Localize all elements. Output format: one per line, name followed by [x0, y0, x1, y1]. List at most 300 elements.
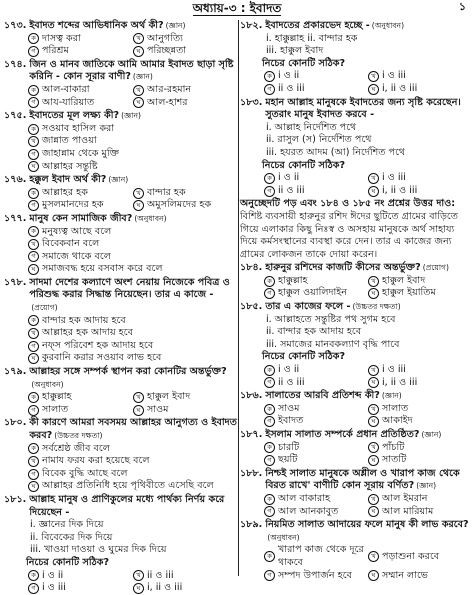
- option[interactable]: [264, 442, 368, 455]
- question: [4, 110, 238, 173]
- page-title: অধ্যায়-৩ : ইবাদত: [192, 1, 282, 15]
- option-marker: ক: [28, 188, 39, 199]
- option[interactable]: [28, 327, 238, 340]
- options: [264, 442, 472, 467]
- option[interactable]: [264, 454, 368, 467]
- question-head: [4, 110, 238, 123]
- question-stem: সাদমা দেশের কল্যাণে অংশ নেয়ায় নিজেকে পবিত্র ও পরিশুদ্ধ করার সিদ্ধান্ত নিয়েছেন। তার এ কাজে -: [29, 276, 230, 301]
- option-text: i ও iii: [382, 172, 406, 184]
- option[interactable]: [28, 199, 133, 212]
- options: [28, 123, 238, 173]
- statement: i. হাক্কুল্লাহ ii. বান্দার হক: [266, 32, 358, 44]
- option[interactable]: [28, 391, 133, 404]
- option-text: আয-যারিয়াত: [42, 96, 95, 108]
- option[interactable]: [368, 403, 472, 416]
- question: [240, 20, 472, 96]
- option-text: আল বাকারাহ: [278, 492, 331, 504]
- question-number: ১৮১.: [4, 493, 27, 505]
- option-text: পাঁচটি: [382, 441, 405, 453]
- options: [28, 315, 238, 365]
- option[interactable]: [133, 33, 238, 46]
- option[interactable]: [28, 468, 238, 481]
- option-text: আল মারিয়াম: [382, 505, 434, 517]
- statement: ii. বিবেকের দিক দিয়ে: [30, 531, 113, 543]
- options: [28, 570, 238, 595]
- question: [4, 417, 238, 493]
- question-level-tag: (জ্ঞান): [416, 481, 437, 491]
- option-text: সালাত: [382, 402, 409, 414]
- option-text: i, ii ও iii: [382, 82, 418, 94]
- option[interactable]: [264, 544, 368, 569]
- question-stem: মানুষ কেন সামাজিক জীব?: [29, 212, 133, 224]
- question-text: [29, 213, 238, 226]
- option-marker: খ: [368, 551, 379, 562]
- question-stem: ইবাদত শব্দের আভিধানিক অর্থ কী?: [29, 20, 164, 31]
- question-stem: ইবাদতের প্রকারভেদ হচ্ছে -: [265, 20, 370, 31]
- statement: ii. বান্দার হক আদায় হবে: [266, 326, 362, 338]
- option-text: i ও ii: [278, 364, 300, 376]
- option[interactable]: [133, 582, 238, 595]
- option-marker: গ: [28, 341, 39, 352]
- option-text: ii ও iii: [278, 376, 305, 388]
- option[interactable]: [368, 287, 472, 300]
- question-prompt: নিচের কোনটি সঠিক?: [262, 159, 346, 171]
- option-marker: ক: [264, 551, 275, 562]
- option-marker: ক: [28, 315, 39, 326]
- question-text: [265, 97, 472, 122]
- question-prompt: নিচের কোনটি সঠিক?: [262, 57, 346, 69]
- option[interactable]: [368, 275, 472, 288]
- option-text: মনুষ্যত্ব আছে বলে: [42, 225, 112, 237]
- question-number: ১৭৭.: [4, 212, 27, 224]
- options: [264, 172, 472, 197]
- option[interactable]: [264, 70, 368, 83]
- question: [240, 468, 472, 518]
- option[interactable]: [264, 415, 368, 428]
- option-text: পরিচ্ছন্নতা: [147, 45, 187, 57]
- question-level-tag: (জ্ঞান): [121, 111, 141, 121]
- option[interactable]: [28, 33, 133, 46]
- question: [240, 262, 472, 300]
- option[interactable]: [368, 364, 472, 377]
- question-number: ১৭৮.: [4, 276, 27, 288]
- option-marker: ঘ: [28, 481, 39, 492]
- question-text: [29, 277, 238, 315]
- question-level-tag: (জ্ঞান): [108, 175, 129, 185]
- question-text: [265, 301, 472, 314]
- options: [264, 403, 472, 428]
- options: [264, 275, 472, 300]
- question-number: ১৮৮.: [240, 467, 263, 479]
- option-text: আল্লাহর সন্তুষ্টি: [42, 160, 98, 172]
- option[interactable]: [28, 148, 238, 161]
- passage-intro: অনুচ্ছেদটি পড় এবং ১৮৪ ও ১৮৫ নং প্রশ্নের উত্তর দাও:: [240, 198, 456, 210]
- question-head: [4, 59, 238, 84]
- question-level-tag: (জ্ঞান): [165, 21, 186, 30]
- option-marker: ক: [264, 173, 275, 184]
- option-text: i, ii ও iii: [382, 376, 418, 388]
- option[interactable]: [368, 570, 472, 583]
- question-head: [240, 429, 472, 442]
- option-text: আর-রহমান: [147, 83, 192, 95]
- question-text: [29, 366, 238, 391]
- option-marker: গ: [264, 455, 275, 466]
- option[interactable]: [28, 135, 238, 148]
- option-marker: ক: [264, 494, 275, 505]
- question-number: ১৮৩.: [240, 96, 263, 108]
- question-stem: জিন ও মানব জাতিকে আমি আমার ইবাদত ছাড়া সৃষ্টি করিনি - কোন সূরার বাণী?: [29, 58, 234, 83]
- question-head: [4, 494, 238, 519]
- option-marker: গ: [264, 186, 275, 197]
- question-head: [4, 366, 238, 391]
- statement: iii. খাওয়া দাওয়া ও ঘুমের দিক দিয়ে: [30, 544, 167, 556]
- question-number: ১৮৭.: [240, 429, 263, 440]
- option[interactable]: [264, 172, 368, 185]
- option[interactable]: [28, 480, 238, 493]
- question-stem: নিয়মিত সালাত আদায়ের ফলে মানুষ কী লাভ করবে?: [265, 519, 469, 531]
- option-text: ii ও iii: [278, 184, 305, 196]
- question-level-tag: (জ্ঞান): [132, 72, 153, 82]
- option[interactable]: [264, 403, 368, 416]
- option-marker: ক: [264, 276, 275, 287]
- option-text: সমাজে থাকে বলে: [42, 250, 111, 262]
- option-marker: ঘ: [368, 288, 379, 299]
- question-head: [240, 468, 472, 493]
- option[interactable]: [28, 582, 133, 595]
- option-marker: খ: [133, 188, 144, 199]
- statement: iii. হযরত আদম (আ) নির্দেশিত পথে: [266, 146, 406, 158]
- option-marker: খ: [28, 328, 39, 339]
- options: [264, 364, 472, 389]
- option-text: সমাজবদ্ধ হয়ে বসবাস করে বলে: [42, 263, 163, 275]
- option-marker: গ: [28, 469, 39, 480]
- option-text: হাক্কুল ইবাদ: [382, 274, 426, 286]
- option-marker: গ: [264, 570, 275, 581]
- option[interactable]: [368, 506, 472, 519]
- option-text: বান্দার হক আদায় হবে: [42, 314, 126, 326]
- option-text: সাওম: [147, 403, 169, 415]
- option[interactable]: [133, 84, 238, 97]
- option[interactable]: [28, 352, 238, 365]
- option-marker: খ: [133, 392, 144, 403]
- option-marker: গ: [264, 84, 275, 95]
- option[interactable]: [264, 275, 368, 288]
- question: [4, 59, 238, 109]
- option-text: আল-হাশর: [147, 96, 188, 108]
- option-text: সাতটি: [382, 454, 407, 466]
- question-stem: কী কারণে আমরা সবসময় আল্লাহর আনুগত্য ও ইবাদত করব?: [29, 417, 237, 441]
- right-column: [240, 20, 472, 581]
- question-prompt: নিচের কোনটি সঠিক?: [262, 351, 346, 363]
- option[interactable]: [28, 187, 133, 200]
- options: [264, 544, 472, 582]
- option-text: অমুসলিমদের হক: [147, 199, 212, 211]
- option-marker: ঘ: [28, 353, 39, 364]
- option-marker: গ: [28, 149, 39, 160]
- question-text: [29, 20, 238, 33]
- option-marker: খ: [368, 173, 379, 184]
- question-text: [265, 429, 472, 442]
- option-marker: ঘ: [133, 97, 144, 108]
- option[interactable]: [368, 185, 472, 198]
- question-text: [265, 390, 472, 403]
- option-text: আনুগত্যি: [147, 32, 183, 44]
- question-number: ১৮৫.: [240, 301, 263, 313]
- option-text: আল-বাকারা: [42, 83, 90, 95]
- question-level-tag: (অনুধাবন): [134, 213, 167, 223]
- question-stem: আল্লাহ মানুষ ও প্রাণিকুলের মধ্যে পার্থক্য নির্ণয় করে দিয়েছেন -: [29, 493, 225, 518]
- option[interactable]: [368, 172, 472, 185]
- option-marker: ক: [28, 124, 39, 135]
- option-text: খারাপ কাজ থেকে দূরে থাকবে: [278, 544, 364, 568]
- option[interactable]: [28, 263, 238, 276]
- question-head: [4, 213, 238, 226]
- option-marker: খ: [368, 404, 379, 415]
- option-text: হাক্কুল ইয়াতিম: [382, 287, 436, 299]
- option-marker: খ: [133, 85, 144, 96]
- question-stem: হক্কুল ইবাদ অর্থ কী?: [29, 174, 107, 186]
- question-number: ১৭৬.: [4, 174, 27, 186]
- option[interactable]: [28, 340, 238, 353]
- option-marker: ঘ: [368, 570, 379, 581]
- option-text: i ও ii: [42, 569, 64, 581]
- question-level-tag: (উচ্চতর দক্ষতা): [54, 431, 103, 440]
- option[interactable]: [264, 185, 368, 198]
- question-level-tag: (অনুধাবন): [31, 379, 64, 389]
- option[interactable]: [28, 45, 133, 58]
- option[interactable]: [264, 377, 368, 390]
- options: [28, 391, 238, 416]
- option-marker: ঘ: [28, 264, 39, 275]
- option-marker: ক: [264, 404, 275, 415]
- question-text: [265, 468, 472, 493]
- option[interactable]: [368, 70, 472, 83]
- page-header: [0, 1, 474, 17]
- option-marker: খ: [368, 71, 379, 82]
- question-text: [29, 59, 238, 84]
- option-text: ছয়টি: [278, 454, 298, 466]
- option[interactable]: [28, 238, 238, 251]
- option[interactable]: [133, 404, 238, 417]
- question-level-tag: (উচ্চতর দক্ষতা): [352, 302, 401, 312]
- option[interactable]: [28, 97, 133, 110]
- option[interactable]: [368, 377, 472, 390]
- option-marker: ঘ: [368, 416, 379, 427]
- question-stem: সালাতের আরবি প্রতিশব্দ কী?: [265, 390, 380, 402]
- option-text: i ও ii: [278, 70, 300, 82]
- option-text: দাসত্ব করা: [42, 32, 81, 44]
- option-marker: ঘ: [368, 455, 379, 466]
- question: [4, 174, 238, 212]
- option[interactable]: [264, 364, 368, 377]
- option-text: চারটি: [278, 441, 300, 453]
- option[interactable]: [264, 493, 368, 506]
- option-text: আল্লাহর হক আদায় হবে: [42, 327, 133, 339]
- option-text: বান্দার হক: [147, 186, 186, 198]
- option[interactable]: [368, 442, 472, 455]
- option-marker: ঘ: [28, 161, 39, 172]
- option[interactable]: [28, 404, 133, 417]
- option-text: হাক্কুল্লাহ: [278, 274, 308, 286]
- question-head: [240, 519, 472, 544]
- option-text: i ও iii: [382, 364, 406, 376]
- option[interactable]: [368, 493, 472, 506]
- question-text: [265, 519, 472, 544]
- option[interactable]: [28, 161, 238, 174]
- option-text: আল্লাহর প্রতিনিধি হয়ে পৃথিবীতে এসেছি বলে: [42, 480, 214, 492]
- option-marker: গ: [28, 200, 39, 211]
- question-level-tag: (প্রয়োগ): [31, 303, 58, 313]
- option-text: বিবেকবান বলে: [42, 238, 100, 250]
- option[interactable]: [28, 570, 133, 583]
- option[interactable]: [28, 455, 238, 468]
- option[interactable]: [368, 454, 472, 467]
- option-text: বিবেক বুদ্ধি আছে বলে: [42, 467, 128, 479]
- option-text: হাক্কুল্লাহ: [42, 391, 72, 403]
- option[interactable]: [133, 199, 238, 212]
- option-text: ii ও iii: [147, 569, 174, 581]
- option-marker: ক: [28, 33, 39, 44]
- option-text: পরিশ্রম: [42, 45, 69, 57]
- option[interactable]: [133, 570, 238, 583]
- options: [264, 493, 472, 518]
- option-marker: খ: [28, 136, 39, 147]
- option[interactable]: [368, 544, 472, 569]
- passage-text: বিশিষ্ট ব্যবসায়ী হারুনুর রশিদ ঈদের ছুটিতে গ্রামের বাড়িতে গিয়ে এলাকার কিছু নিঃস্ব ও অসহায় মানুষকে অর্থ সাহায্য দিয়ে কর্মসংস্থানের ব্যবস্থা করে দেন। তার এ কাজের জন্য গ্রামের লোকজন তাকে দোয়া করেন।: [240, 210, 458, 260]
- options: [28, 84, 238, 109]
- option[interactable]: [264, 570, 368, 583]
- option-text: আল আনকাবুত: [278, 505, 339, 517]
- question-text: [29, 110, 238, 123]
- question: [240, 390, 472, 428]
- option[interactable]: [28, 315, 238, 328]
- option[interactable]: [28, 84, 133, 97]
- option-marker: ঘ: [133, 46, 144, 57]
- question: [240, 519, 472, 582]
- question: [240, 429, 472, 467]
- question-stem: আল্লাহর সঙ্গে সম্পর্ক স্থাপন করা কোনটির অন্তর্ভুক্ত?: [29, 366, 227, 378]
- option-text: i ও iii: [382, 70, 406, 82]
- option-marker: ঘ: [133, 200, 144, 211]
- option-text: সম্মান লাভে: [382, 569, 428, 581]
- question-stem: ইসলাম সালাত সম্পর্কে প্রধান প্রতিষ্ঠিত?: [265, 429, 420, 440]
- option-text: i, ii ও iii: [147, 582, 183, 594]
- option-marker: খ: [28, 239, 39, 250]
- question-level-tag: (প্রয়োগ): [422, 263, 449, 273]
- options: [28, 226, 238, 276]
- option-text: সর্বশ্রেষ্ঠ জীব বলে: [42, 442, 110, 454]
- question-number: ১৮৬.: [240, 390, 263, 402]
- option-marker: গ: [28, 405, 39, 416]
- question-text: [29, 174, 238, 187]
- question-head: [240, 20, 472, 33]
- statement: i. জ্ঞানের দিক দিয়ে: [30, 519, 104, 531]
- question-number: ১৮০.: [4, 417, 27, 429]
- question-head: [4, 417, 238, 442]
- option-text: আল্লাহর হক: [42, 186, 88, 198]
- option[interactable]: [368, 415, 472, 428]
- option-text: নামায ফরয করা হয়েছে বলে: [42, 455, 150, 467]
- question-number: ১৮৯.: [240, 519, 263, 531]
- question-head: [4, 174, 238, 187]
- question-number: ১৮২.: [240, 20, 263, 31]
- question-stem: মহান আল্লাহ মানুষকে ইবাদতের জন্য সৃষ্টি করেছেন। সুতরাং মানুষ ইবাদত করবে -: [265, 96, 461, 121]
- question-head: [240, 262, 472, 275]
- option-text: আল ইমরান: [382, 492, 428, 504]
- option-text: i, ii ও iii: [382, 184, 418, 196]
- option-marker: ক: [264, 71, 275, 82]
- option-marker: ক: [28, 226, 39, 237]
- option[interactable]: [368, 83, 472, 96]
- option-text: সওয়াব হাসিল করা: [42, 122, 115, 134]
- option[interactable]: [133, 45, 238, 58]
- option[interactable]: [28, 443, 238, 456]
- option[interactable]: [28, 226, 238, 239]
- option-text: সালাত: [42, 403, 69, 415]
- question-number: ১৭৫.: [4, 110, 27, 122]
- option-text: মুসলমানদের হক: [42, 199, 104, 211]
- option[interactable]: [133, 391, 238, 404]
- question-head: [4, 277, 238, 315]
- option[interactable]: [28, 251, 238, 264]
- options: [264, 70, 472, 95]
- option-marker: খ: [368, 276, 379, 287]
- option[interactable]: [133, 97, 238, 110]
- question-head: [4, 20, 238, 33]
- statement: i. আল্লাহ নির্দেশিত পথে: [266, 121, 357, 133]
- option-marker: ক: [28, 443, 39, 454]
- statement: i. আল্লাহতে সন্তুষ্টির পথ সুগম হবে: [266, 313, 396, 325]
- option-text: সাওম: [278, 402, 300, 414]
- option-marker: গ: [28, 97, 39, 108]
- option[interactable]: [28, 123, 238, 136]
- option-marker: খ: [368, 494, 379, 505]
- question-number: ১৭৯.: [4, 366, 27, 378]
- option[interactable]: [264, 287, 368, 300]
- left-column: [4, 20, 238, 594]
- question-head: [240, 301, 472, 314]
- column-divider: [238, 20, 239, 576]
- option-marker: খ: [368, 365, 379, 376]
- option-marker: ক: [28, 392, 39, 403]
- option-marker: ঘ: [368, 506, 379, 517]
- question-number: ১৮৪.: [240, 262, 263, 274]
- option[interactable]: [264, 83, 368, 96]
- option-marker: ঘ: [133, 583, 144, 594]
- passage: [240, 198, 472, 261]
- option[interactable]: [133, 187, 238, 200]
- option-marker: গ: [28, 583, 39, 594]
- question-level-tag: (অনুধাবন): [267, 532, 300, 542]
- statement: iii. হাক্কুল ইবাদ: [266, 45, 324, 57]
- option-text: নফ্স পরিবেশ হক আদায় হবে: [42, 339, 154, 351]
- question-number: ১৭৪.: [4, 58, 27, 70]
- option-marker: ক: [264, 365, 275, 376]
- option[interactable]: [264, 506, 368, 519]
- option-text: জান্নাত পাওয়া: [42, 135, 97, 147]
- page-number: ১: [458, 0, 466, 13]
- option-marker: গ: [28, 46, 39, 57]
- question-prompt: নিচের কোনটি সঠিক?: [26, 556, 110, 568]
- option-marker: ক: [264, 442, 275, 453]
- question-text: [29, 494, 238, 519]
- option-text: i ও ii: [278, 172, 300, 184]
- option-text: ইবাদত: [278, 415, 304, 427]
- option-marker: ঘ: [368, 377, 379, 388]
- option-text: সম্পদ উপার্জন হবে: [278, 569, 352, 581]
- option-marker: ক: [28, 570, 39, 581]
- question: [4, 366, 238, 416]
